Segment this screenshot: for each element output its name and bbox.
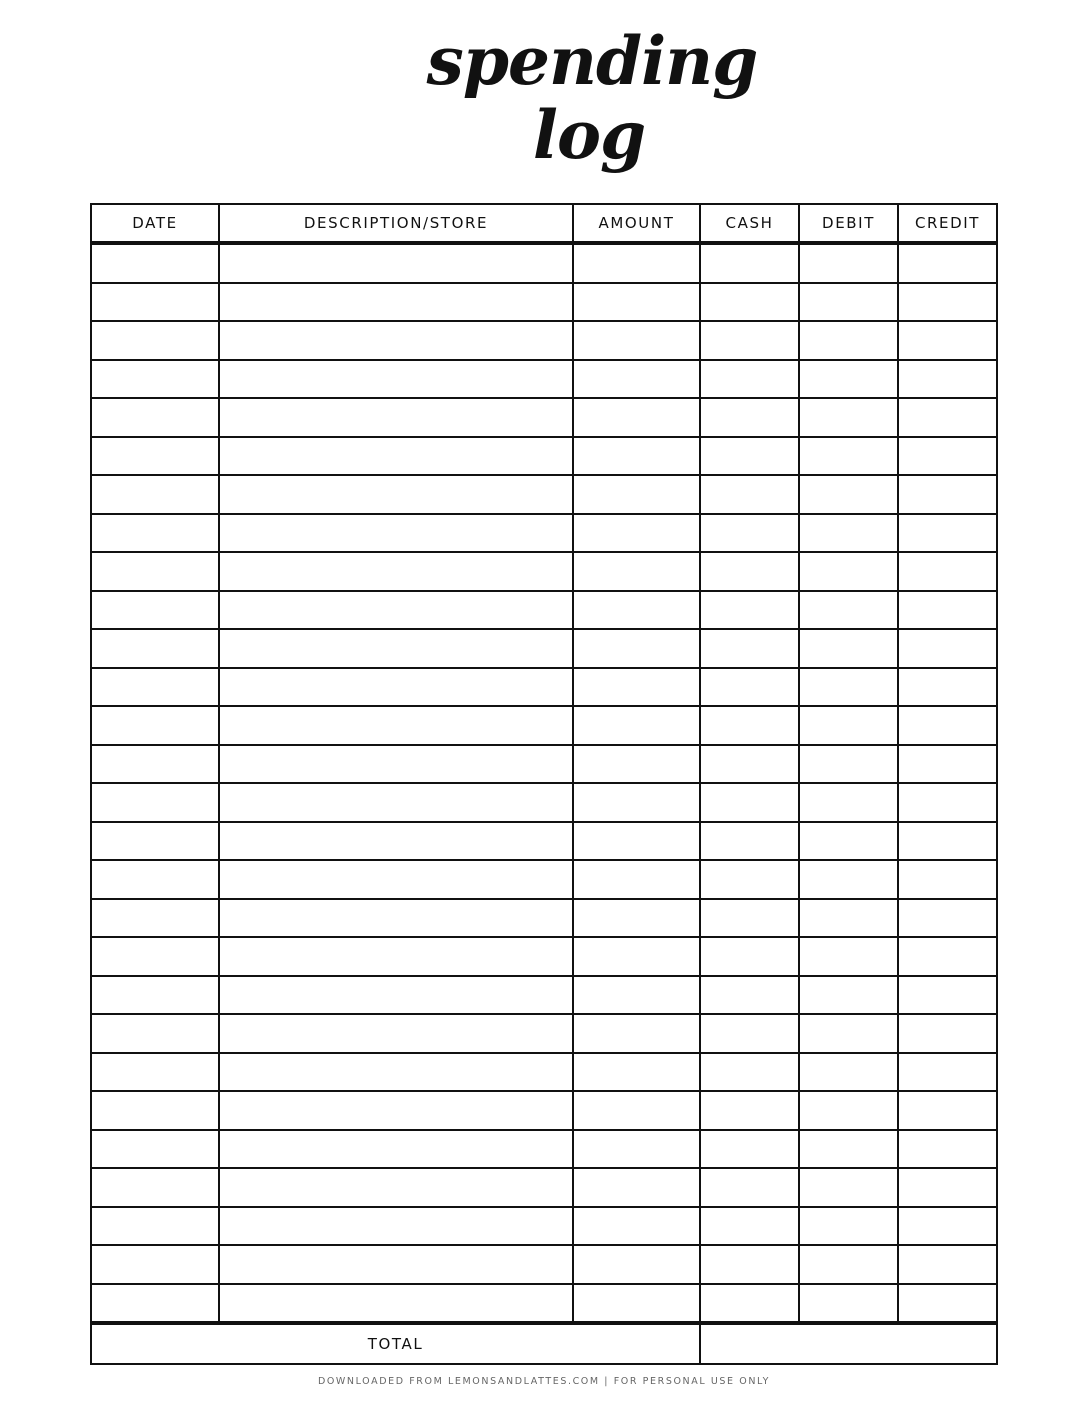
cell-debit[interactable]	[799, 1284, 898, 1324]
cell-cash[interactable]	[700, 1014, 799, 1053]
column-header-amount: AMOUNT	[573, 204, 700, 243]
cell-description-store[interactable]	[219, 591, 573, 630]
header-row	[91, 204, 997, 243]
cell-credit[interactable]	[898, 321, 997, 360]
cell-debit[interactable]	[799, 243, 898, 283]
cell-description-store[interactable]	[219, 475, 573, 514]
cell-credit[interactable]	[898, 1168, 997, 1207]
cell-description-store[interactable]	[219, 321, 573, 360]
cell-description-store[interactable]	[219, 1284, 573, 1324]
cell-description-store[interactable]	[219, 822, 573, 861]
table-row	[91, 1091, 997, 1130]
cell-cash[interactable]	[700, 514, 799, 553]
cell-date[interactable]	[91, 860, 219, 899]
cell-description-store[interactable]	[219, 360, 573, 399]
cell-date[interactable]	[91, 668, 219, 707]
table-row	[91, 243, 997, 283]
cell-credit[interactable]	[898, 1130, 997, 1169]
cell-cash[interactable]	[700, 243, 799, 283]
cell-amount[interactable]	[573, 1207, 700, 1246]
cell-debit[interactable]	[799, 514, 898, 553]
table-row	[91, 475, 997, 514]
cell-date[interactable]	[91, 822, 219, 861]
cell-credit[interactable]	[898, 822, 997, 861]
cell-cash[interactable]	[700, 437, 799, 476]
cell-cash[interactable]	[700, 1130, 799, 1169]
column-header-cash: CASH	[700, 204, 799, 243]
table-row	[91, 706, 997, 745]
page-title	[0, 22, 1088, 174]
cell-debit[interactable]	[799, 899, 898, 938]
cell-debit[interactable]	[799, 1130, 898, 1169]
table-row	[91, 1014, 997, 1053]
cell-amount[interactable]	[573, 783, 700, 822]
cell-debit[interactable]	[799, 745, 898, 784]
cell-amount[interactable]	[573, 283, 700, 322]
cell-description-store[interactable]	[219, 629, 573, 668]
column-header-description-store: DESCRIPTION/STORE	[219, 204, 573, 243]
cell-description-store[interactable]	[219, 745, 573, 784]
cell-description-store[interactable]	[219, 1053, 573, 1092]
cell-credit[interactable]	[898, 514, 997, 553]
cell-date[interactable]	[91, 437, 219, 476]
cell-credit[interactable]	[898, 899, 997, 938]
cell-amount[interactable]	[573, 1014, 700, 1053]
cell-debit[interactable]	[799, 629, 898, 668]
cell-description-store[interactable]	[219, 283, 573, 322]
cell-description-store[interactable]	[219, 976, 573, 1015]
cell-credit[interactable]	[898, 1207, 997, 1246]
total-value-cell[interactable]	[700, 1323, 997, 1364]
cell-debit[interactable]	[799, 668, 898, 707]
cell-date[interactable]	[91, 1014, 219, 1053]
title-line-spending: spending	[426, 22, 758, 100]
cell-date[interactable]	[91, 552, 219, 591]
cell-debit[interactable]	[799, 360, 898, 399]
column-header-credit: CREDIT	[898, 204, 997, 243]
cell-date[interactable]	[91, 629, 219, 668]
cell-date[interactable]	[91, 1091, 219, 1130]
table-row	[91, 398, 997, 437]
cell-cash[interactable]	[700, 783, 799, 822]
column-header-debit: DEBIT	[799, 204, 898, 243]
cell-debit[interactable]	[799, 398, 898, 437]
cell-date[interactable]	[91, 1130, 219, 1169]
cell-date[interactable]	[91, 1168, 219, 1207]
cell-credit[interactable]	[898, 745, 997, 784]
footer-credit: DOWNLOADED FROM LEMONSANDLATTES.COM | FOR PERSONAL USE ONLY	[317, 1376, 771, 1387]
cell-credit[interactable]	[898, 860, 997, 899]
cell-amount[interactable]	[573, 514, 700, 553]
cell-date[interactable]	[91, 937, 219, 976]
cell-cash[interactable]	[700, 360, 799, 399]
cell-date[interactable]	[91, 321, 219, 360]
cell-debit[interactable]	[799, 860, 898, 899]
table-row	[91, 1207, 997, 1246]
cell-cash[interactable]	[700, 552, 799, 591]
cell-amount[interactable]	[573, 822, 700, 861]
cell-amount[interactable]	[573, 706, 700, 745]
cell-amount[interactable]	[573, 243, 700, 283]
cell-amount[interactable]	[573, 321, 700, 360]
cell-amount[interactable]	[573, 1245, 700, 1284]
cell-date[interactable]	[91, 398, 219, 437]
cell-description-store[interactable]	[219, 860, 573, 899]
table-row	[91, 552, 997, 591]
cell-debit[interactable]	[799, 783, 898, 822]
cell-date[interactable]	[91, 706, 219, 745]
cell-description-store[interactable]	[219, 398, 573, 437]
cell-date[interactable]	[91, 745, 219, 784]
cell-date[interactable]	[91, 1284, 219, 1324]
cell-debit[interactable]	[799, 1091, 898, 1130]
cell-amount[interactable]	[573, 437, 700, 476]
cell-credit[interactable]	[898, 243, 997, 283]
table-row	[91, 360, 997, 399]
cell-debit[interactable]	[799, 1168, 898, 1207]
cell-cash[interactable]	[700, 1245, 799, 1284]
cell-date[interactable]	[91, 360, 219, 399]
cell-debit[interactable]	[799, 976, 898, 1015]
cell-cash[interactable]	[700, 976, 799, 1015]
cell-description-store[interactable]	[219, 1168, 573, 1207]
title-line-log: log	[532, 96, 646, 174]
table-row	[91, 783, 997, 822]
cell-cash[interactable]	[700, 1207, 799, 1246]
cell-description-store[interactable]	[219, 514, 573, 553]
cell-cash[interactable]	[700, 899, 799, 938]
cell-description-store[interactable]	[219, 1014, 573, 1053]
cell-credit[interactable]	[898, 591, 997, 630]
cell-credit[interactable]	[898, 937, 997, 976]
cell-debit[interactable]	[799, 1014, 898, 1053]
table-row	[91, 1168, 997, 1207]
cell-date[interactable]	[91, 976, 219, 1015]
cell-debit[interactable]	[799, 1207, 898, 1246]
cell-cash[interactable]	[700, 822, 799, 861]
cell-date[interactable]	[91, 243, 219, 283]
cell-date[interactable]	[91, 1245, 219, 1284]
cell-cash[interactable]	[700, 1284, 799, 1324]
cell-cash[interactable]	[700, 475, 799, 514]
table-row	[91, 822, 997, 861]
table-row	[91, 1053, 997, 1092]
cell-amount[interactable]	[573, 360, 700, 399]
cell-debit[interactable]	[799, 475, 898, 514]
cell-debit[interactable]	[799, 822, 898, 861]
cell-credit[interactable]	[898, 783, 997, 822]
cell-description-store[interactable]	[219, 1091, 573, 1130]
cell-amount[interactable]	[573, 976, 700, 1015]
cell-description-store[interactable]	[219, 1130, 573, 1169]
cell-credit[interactable]	[898, 1014, 997, 1053]
cell-cash[interactable]	[700, 1053, 799, 1092]
cell-date[interactable]	[91, 475, 219, 514]
table-row	[91, 591, 997, 630]
cell-cash[interactable]	[700, 745, 799, 784]
cell-credit[interactable]	[898, 1284, 997, 1324]
cell-amount[interactable]	[573, 899, 700, 938]
total-row	[91, 1323, 997, 1364]
cell-cash[interactable]	[700, 629, 799, 668]
cell-description-store[interactable]	[219, 899, 573, 938]
table-row	[91, 629, 997, 668]
cell-credit[interactable]	[898, 706, 997, 745]
cell-description-store[interactable]	[219, 937, 573, 976]
cell-debit[interactable]	[799, 321, 898, 360]
cell-credit[interactable]	[898, 437, 997, 476]
table-row	[91, 668, 997, 707]
cell-credit[interactable]	[898, 283, 997, 322]
cell-date[interactable]	[91, 591, 219, 630]
cell-cash[interactable]	[700, 1168, 799, 1207]
cell-date[interactable]	[91, 514, 219, 553]
cell-credit[interactable]	[898, 668, 997, 707]
cell-date[interactable]	[91, 783, 219, 822]
table-row	[91, 321, 997, 360]
table-row	[91, 745, 997, 784]
table-row	[91, 976, 997, 1015]
cell-debit[interactable]	[799, 552, 898, 591]
cell-cash[interactable]	[700, 321, 799, 360]
cell-cash[interactable]	[700, 398, 799, 437]
cell-amount[interactable]	[573, 860, 700, 899]
cell-amount[interactable]	[573, 552, 700, 591]
cell-amount[interactable]	[573, 398, 700, 437]
table-row	[91, 937, 997, 976]
cell-cash[interactable]	[700, 937, 799, 976]
table-row	[91, 283, 997, 322]
cell-credit[interactable]	[898, 552, 997, 591]
table-row	[91, 514, 997, 553]
cell-debit[interactable]	[799, 706, 898, 745]
cell-amount[interactable]	[573, 1130, 700, 1169]
cell-cash[interactable]	[700, 591, 799, 630]
table-row	[91, 1245, 997, 1284]
cell-description-store[interactable]	[219, 552, 573, 591]
cell-date[interactable]	[91, 283, 219, 322]
cell-description-store[interactable]	[219, 437, 573, 476]
cell-description-store[interactable]	[219, 783, 573, 822]
cell-credit[interactable]	[898, 1053, 997, 1092]
cell-cash[interactable]	[700, 706, 799, 745]
cell-credit[interactable]	[898, 475, 997, 514]
cell-debit[interactable]	[799, 937, 898, 976]
cell-description-store[interactable]	[219, 1207, 573, 1246]
cell-amount[interactable]	[573, 1053, 700, 1092]
cell-credit[interactable]	[898, 1245, 997, 1284]
cell-cash[interactable]	[700, 1091, 799, 1130]
cell-debit[interactable]	[799, 283, 898, 322]
column-header-date: DATE	[91, 204, 219, 243]
cell-debit[interactable]	[799, 437, 898, 476]
table-row	[91, 860, 997, 899]
cell-amount[interactable]	[573, 629, 700, 668]
table-row	[91, 899, 997, 938]
table-row	[91, 437, 997, 476]
cell-credit[interactable]	[898, 976, 997, 1015]
cell-debit[interactable]	[799, 1053, 898, 1092]
cell-amount[interactable]	[573, 591, 700, 630]
cell-amount[interactable]	[573, 475, 700, 514]
table-row	[91, 1284, 997, 1324]
spending-log-table	[90, 203, 998, 1365]
table-row	[91, 1130, 997, 1169]
cell-credit[interactable]	[898, 398, 997, 437]
cell-amount[interactable]	[573, 745, 700, 784]
cell-amount[interactable]	[573, 1091, 700, 1130]
cell-cash[interactable]	[700, 668, 799, 707]
cell-description-store[interactable]	[219, 243, 573, 283]
cell-amount[interactable]	[573, 937, 700, 976]
cell-amount[interactable]	[573, 1284, 700, 1324]
cell-date[interactable]	[91, 1207, 219, 1246]
cell-amount[interactable]	[573, 668, 700, 707]
cell-debit[interactable]	[799, 1245, 898, 1284]
cell-date[interactable]	[91, 899, 219, 938]
total-label: TOTAL	[91, 1323, 700, 1364]
cell-description-store[interactable]	[219, 668, 573, 707]
cell-credit[interactable]	[898, 629, 997, 668]
cell-date[interactable]	[91, 1053, 219, 1092]
cell-amount[interactable]	[573, 1168, 700, 1207]
cell-cash[interactable]	[700, 860, 799, 899]
cell-credit[interactable]	[898, 360, 997, 399]
cell-credit[interactable]	[898, 1091, 997, 1130]
cell-description-store[interactable]	[219, 706, 573, 745]
cell-debit[interactable]	[799, 591, 898, 630]
cell-cash[interactable]	[700, 283, 799, 322]
cell-description-store[interactable]	[219, 1245, 573, 1284]
